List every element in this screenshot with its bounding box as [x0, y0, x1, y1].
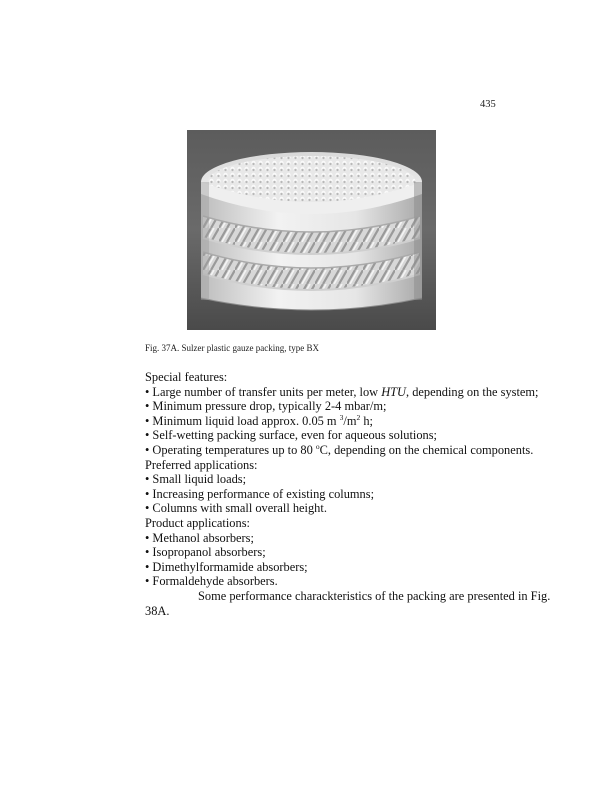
list-item: • Columns with small overall height. — [145, 501, 327, 516]
list-item: • Formaldehyde absorbers. — [145, 574, 278, 589]
page-number: 435 — [480, 99, 496, 110]
list-item: • Isopropanol absorbers; — [145, 545, 266, 560]
list-item: • Minimum pressure drop, typically 2-4 mbar/m; — [145, 399, 387, 414]
list-item: • Methanol absorbers; — [145, 530, 254, 545]
list-item: • Operating temperatures up to 80 $^o$C, depending on the chemical components. — [145, 441, 534, 457]
closing-paragraph-line: Some performance charackteristics of the packing are presented in Fig. — [198, 588, 551, 603]
figure-photo — [187, 130, 436, 330]
list-item: • Increasing performance of existing columns; — [145, 486, 375, 501]
body-text — [145, 370, 551, 618]
list-item: • Self-wetting packing surface, even for aqueous solutions; — [145, 428, 437, 443]
product-applications-heading: Product applications: — [145, 515, 250, 530]
special-features-heading: Special features: — [145, 370, 228, 384]
list-item: • Large number of transfer units per meter, low HTU, depending on the system; — [145, 384, 539, 399]
list-item: • Minimum liquid load approx. 0.05 m $^3/m^2$ h; — [145, 412, 374, 428]
list-item: • Dimethylformamide absorbers; — [145, 559, 308, 574]
gauze-packing-image — [187, 130, 436, 330]
closing-paragraph-line: 38A. — [145, 603, 170, 618]
list-item: • Small liquid loads; — [145, 472, 247, 487]
figure-caption: Fig. 37A. Sulzer plastic gauze packing, type BX — [145, 343, 319, 353]
preferred-applications-heading: Preferred applications: — [145, 457, 258, 472]
